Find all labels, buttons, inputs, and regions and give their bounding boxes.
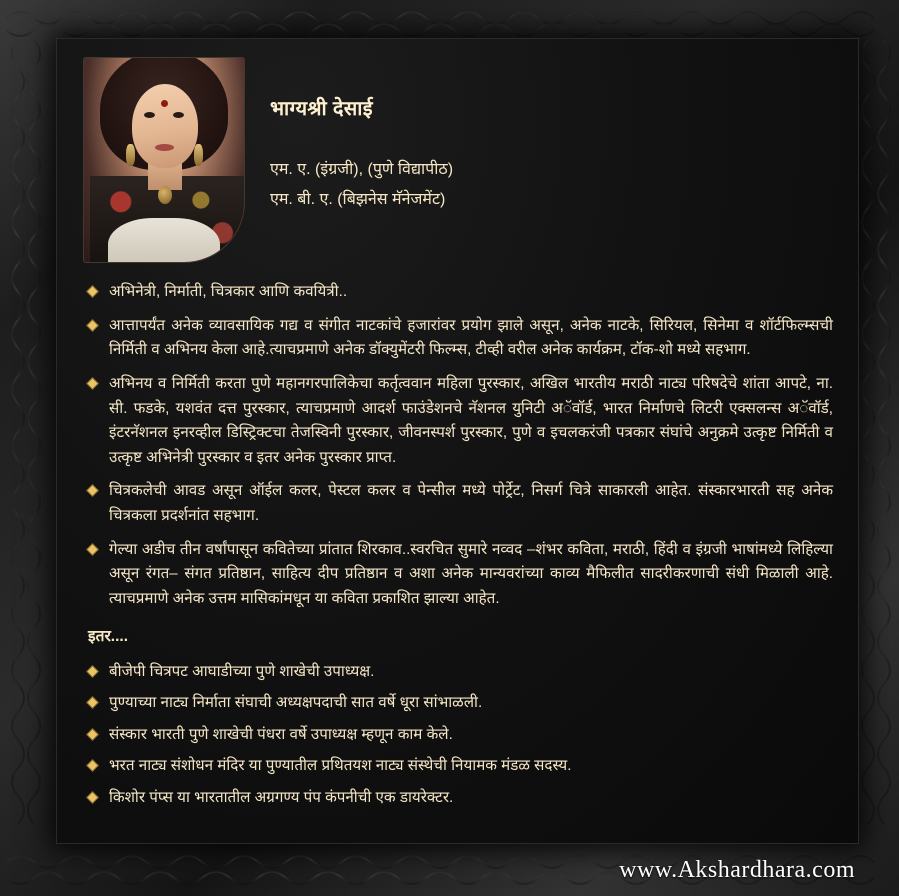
diamond-bullet-icon: [86, 377, 99, 390]
other-section-label: इतर....: [88, 627, 129, 645]
diamond-bullet-icon: [86, 791, 99, 804]
list-item-text: आत्तापर्यंत अनेक व्यावसायिक गद्य व संगीत नाटकांचे हजारांवर प्रयोग झाले असून, अनेक नाटके, सिरियल, सिनेमा व शॉर्टफिल्म्सची निर्मिती व अभिनय केला आहे.त्याचप्रमाणे अनेक डॉक्युमेंटरी फिल्म्स, टीव्ही वरील अनेक कार्यक्रम, टॉक-शो मध्ये सहभाग.: [109, 316, 833, 359]
author-header: [84, 58, 833, 266]
list-item: [84, 754, 833, 779]
diamond-bullet-icon: [86, 728, 99, 741]
list-item: [84, 723, 833, 748]
list-item-text: अभिनय व निर्मिती करता पुणे महानगरपालिकेचा कर्तृत्ववान महिला पुरस्कार, अखिल भारतीय मराठी नाट्य परिषदेचे शांता आपटे, ना. सी. फडके, यशवंत दत्त पुरस्कार, त्याचप्रमाणे आदर्श फाउंडेशनचे नॅशनल युनिटी अॅवॉर्ड, भारत निर्माणचे लिटरी एक्सलन्स अॅवॉर्ड, इंटरनॅशनल इनरव्हील डिस्ट्रिक्टचा तेजस्विनी पुरस्कार, जीवनस्पर्श पुरस्कार, पुणे व इचलकरंजी पत्रकार संघांचे अनुक्रमे उत्कृष्ट निर्मिती व उत्कृष्ट अभिनेत्री पुरस्कार व इतर अनेक पुरस्कार प्राप्त.: [109, 374, 833, 466]
website-watermark: www.Akshardhara.com: [619, 857, 855, 883]
diamond-bullet-icon: [86, 696, 99, 709]
list-item-text: चित्रकलेची आवड असून ऑईल कलर, पेस्टल कलर व पेन्सील मध्ये पोर्ट्रेट, निसर्ग चित्रे साकारली आहेत. संस्कारभारती सह अनेक चित्रकला प्रदर्शनांत सहभाग.: [109, 482, 833, 524]
avatar: [84, 58, 244, 262]
qualification-line-2: एम. बी. ए. (बिझनेस मॅनेजमेंट): [270, 190, 446, 208]
list-item: [84, 786, 833, 811]
list-item: [84, 372, 833, 471]
list-item-text: बीजेपी चित्रपट आघाडीच्या पुणे शाखेची उपाध्यक्ष.: [109, 662, 375, 680]
qualification-line-1: एम. ए. (इंग्रजी), (पुणे विद्यापीठ): [270, 161, 454, 178]
list-item-text: अभिनेत्री, निर्माती, चित्रकार आणि कवयित्री..: [109, 283, 348, 300]
cover-content: [56, 38, 859, 844]
list-item: [84, 538, 833, 612]
diamond-bullet-icon: [86, 760, 99, 773]
page-title: भाग्यश्री देसाई: [270, 98, 373, 120]
list-item: [84, 660, 833, 685]
list-item: [84, 280, 833, 305]
author-name-block: [270, 58, 453, 214]
list-item-text: संस्कार भारती पुणे शाखेची पंधरा वर्षे उपाध्यक्ष म्हणून काम केले.: [109, 725, 453, 743]
list-item: [84, 691, 833, 716]
list-item-text: पुण्याच्या नाट्य निर्माता संघाची अध्यक्षपदाची सात वर्षे धूरा सांभाळली.: [109, 694, 483, 712]
diamond-bullet-icon: [86, 285, 99, 298]
bio-points-list: [84, 280, 833, 612]
diamond-bullet-icon: [86, 665, 99, 678]
other-points-list: [84, 660, 833, 811]
list-item: [84, 479, 833, 528]
diamond-bullet-icon: [86, 319, 99, 332]
list-item-text: गेल्या अडीच तीन वर्षांपासून कवितेच्या प्रांतात शिरकाव..स्वरचित सुमारे नव्वद –शंभर कविता, मराठी, हिंदी व इंग्रजी भाषांमध्ये लिहिल्या असून रंगत– संगत प्रतिष्ठान, साहित्य दीप प्रतिष्ठान व अशा अनेक मान्यवरांच्या काव्य मैफिलीत सादरीकरणाची संधी मिळाली आहे. त्याचप्रमाणे अनेक उत्तम मासिकांमधून या कविता प्रकाशित झाल्या आहेत.: [109, 540, 833, 607]
list-item-text: किशोर पंप्स या भारतातील अग्रगण्य पंप कंपनीची एक डायरेक्टर.: [109, 789, 454, 806]
diamond-bullet-icon: [86, 543, 99, 556]
diamond-bullet-icon: [86, 485, 99, 498]
list-item-text: भरत नाट्य संशोधन मंदिर या पुण्यातील प्रथितयश नाट्य संस्थेची नियामक मंडळ सदस्य.: [109, 757, 572, 775]
list-item: [84, 314, 833, 363]
